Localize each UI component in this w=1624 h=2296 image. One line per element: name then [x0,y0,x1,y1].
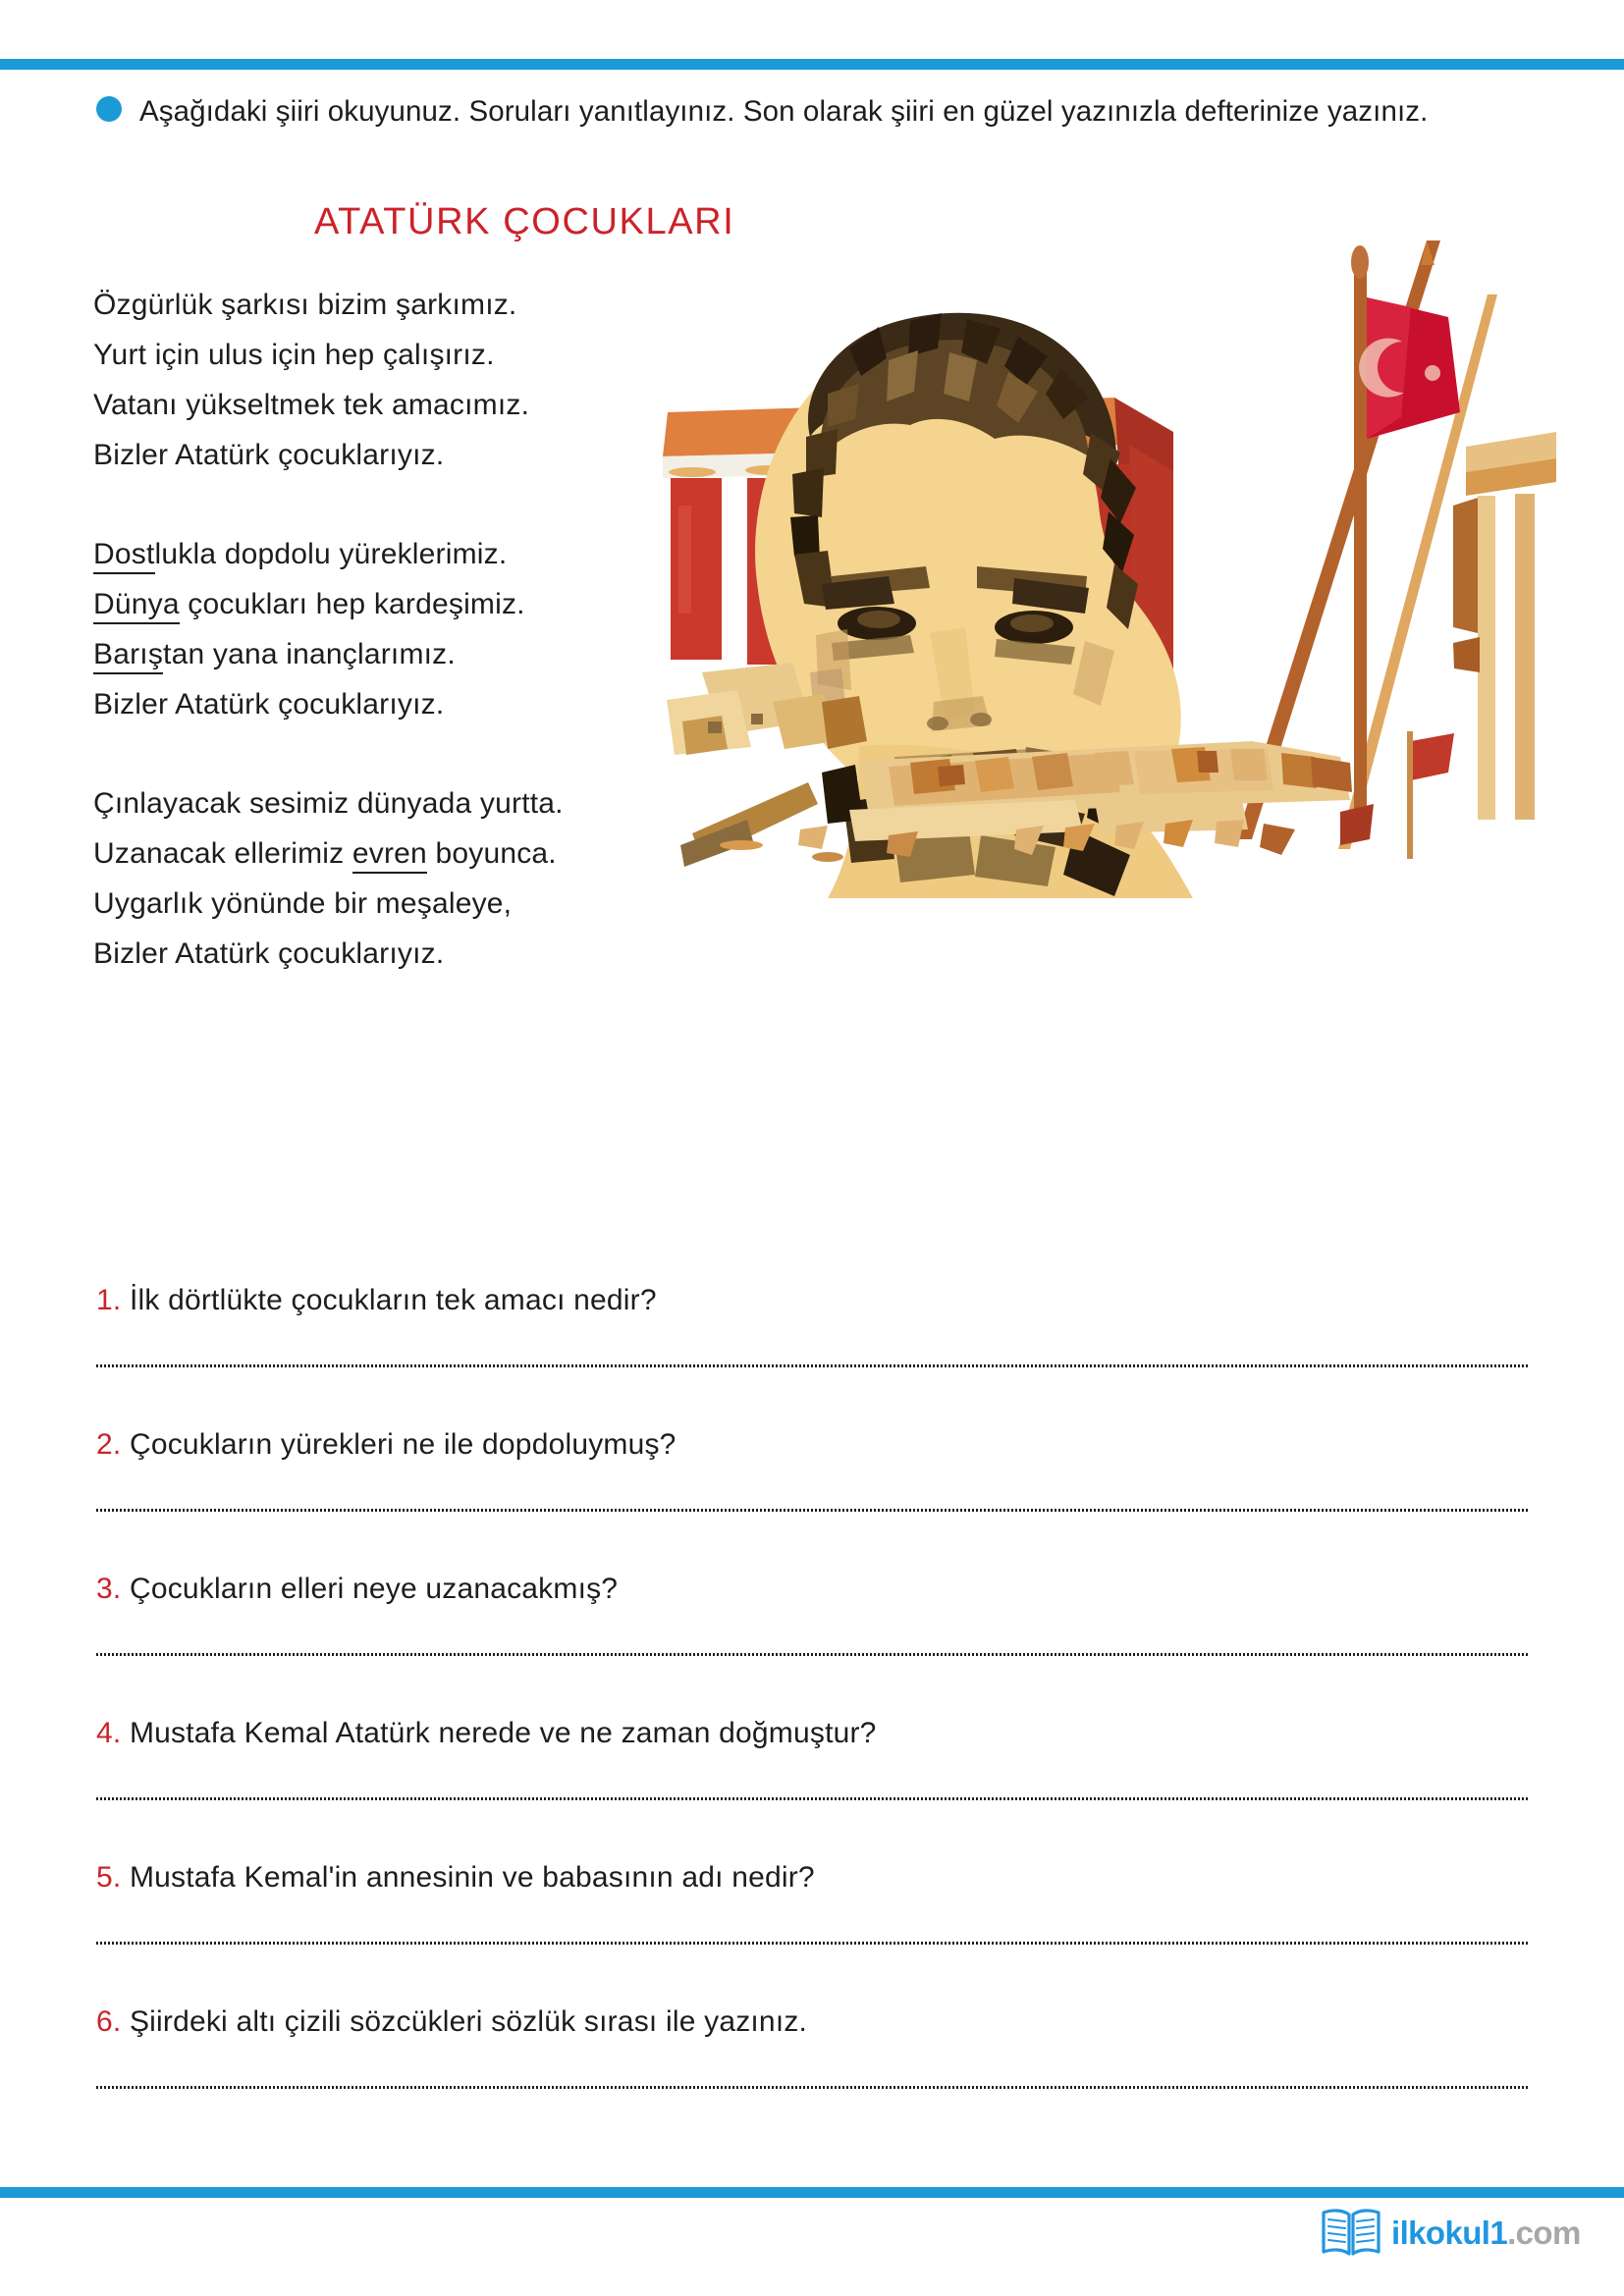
answer-line[interactable] [96,1796,1530,1801]
site-logo-text [1391,2216,1581,2249]
poem-line-text: lukla dopdolu yüreklerimiz. [154,538,508,570]
question-block [96,1858,1530,1946]
question-block [96,1281,1530,1368]
question-text-row [96,2002,1530,2042]
question-label: Mustafa Kemal'in annesinin ve babasının adı nedir? [121,1861,815,1894]
question-text-row [96,1714,1530,1753]
question-number: 4. [96,1717,122,1749]
poem-line-text: Yurt için ulus için hep çalışırız. [93,339,495,371]
poem-line-text: boyunca. [426,837,557,870]
answer-line[interactable] [96,1941,1530,1946]
question-block [96,2002,1530,2090]
poem-title: ATATÜRK ÇOCUKLARI [314,201,735,242]
site-logo[interactable] [1321,2207,1581,2258]
question-label: Çocukların elleri neye uzanacakmış? [121,1573,619,1605]
questions-list [96,1281,1530,2090]
poem-line-text: tan yana inançlarımız. [163,638,456,670]
question-number: 2. [96,1428,122,1461]
question-block [96,1570,1530,1657]
poem-line-text: Çınlayacak sesimiz dünyada yurtta. [93,787,564,820]
poem-underlined-word: Dünya [93,588,180,624]
question-spacer [96,1657,1530,1714]
poem-line-text: Bizler Atatürk çocuklarıyız. [93,937,445,970]
logo-tld: .com [1507,2214,1581,2251]
question-block [96,1425,1530,1513]
question-label: Çocukların yürekleri ne ile dopdoluymuş? [121,1428,677,1461]
question-number: 5. [96,1861,122,1894]
poem-underlined-word: evren [352,837,427,874]
poem-line-text: Uzanacak ellerimiz [93,837,352,870]
poem-line-text: Özgürlük şarkısı bizim şarkımız. [93,289,517,321]
poem-line-text: Bizler Atatürk çocuklarıyız. [93,688,445,721]
question-label: Şiirdeki altı çizili sözcükleri sözlük sırası ile yazınız. [121,2005,808,2038]
poem-underlined-word: Dost [93,538,155,574]
poem-line-text: Bizler Atatürk çocuklarıyız. [93,439,445,471]
answer-line[interactable] [96,1363,1530,1368]
poem-line-text: çocukları hep kardeşimiz. [179,588,525,620]
question-text-row [96,1281,1530,1320]
poem-line-text: Uygarlık yönünde bir meşaleye, [93,887,513,920]
open-book-icon [1321,2207,1381,2258]
question-spacer [96,1513,1530,1570]
poem-line-text: Vatanı yükseltmek tek amacımız. [93,389,530,421]
answer-line[interactable] [96,2085,1530,2090]
bottom-divider-rule [0,2187,1624,2198]
poem-line [93,929,702,979]
logo-brand: ilkokul1 [1391,2214,1508,2251]
question-block [96,1714,1530,1801]
question-text-row [96,1858,1530,1897]
question-spacer [96,1368,1530,1425]
instruction-text [96,86,1530,137]
question-label: İlk dörtlükte çocukların tek amacı nedir? [121,1284,657,1316]
instruction-sentence: Aşağıdaki şiiri okuyunuz. Soruları yanıtlayınız. Son olarak şiiri en güzel yazınızla defterinize yazınız. [139,95,1429,128]
top-divider-rule [0,59,1624,70]
question-label: Mustafa Kemal Atatürk nerede ve ne zaman doğmuştur? [121,1717,877,1749]
answer-line[interactable] [96,1652,1530,1657]
poem-underlined-word: Barış [93,638,163,674]
question-text-row [96,1425,1530,1465]
question-number: 3. [96,1573,122,1605]
question-number: 6. [96,2005,122,2038]
answer-line[interactable] [96,1508,1530,1513]
question-spacer [96,1801,1530,1858]
question-number: 1. [96,1284,122,1316]
question-text-row [96,1570,1530,1609]
question-spacer [96,1946,1530,2002]
ataturk-illustration [565,211,1556,898]
